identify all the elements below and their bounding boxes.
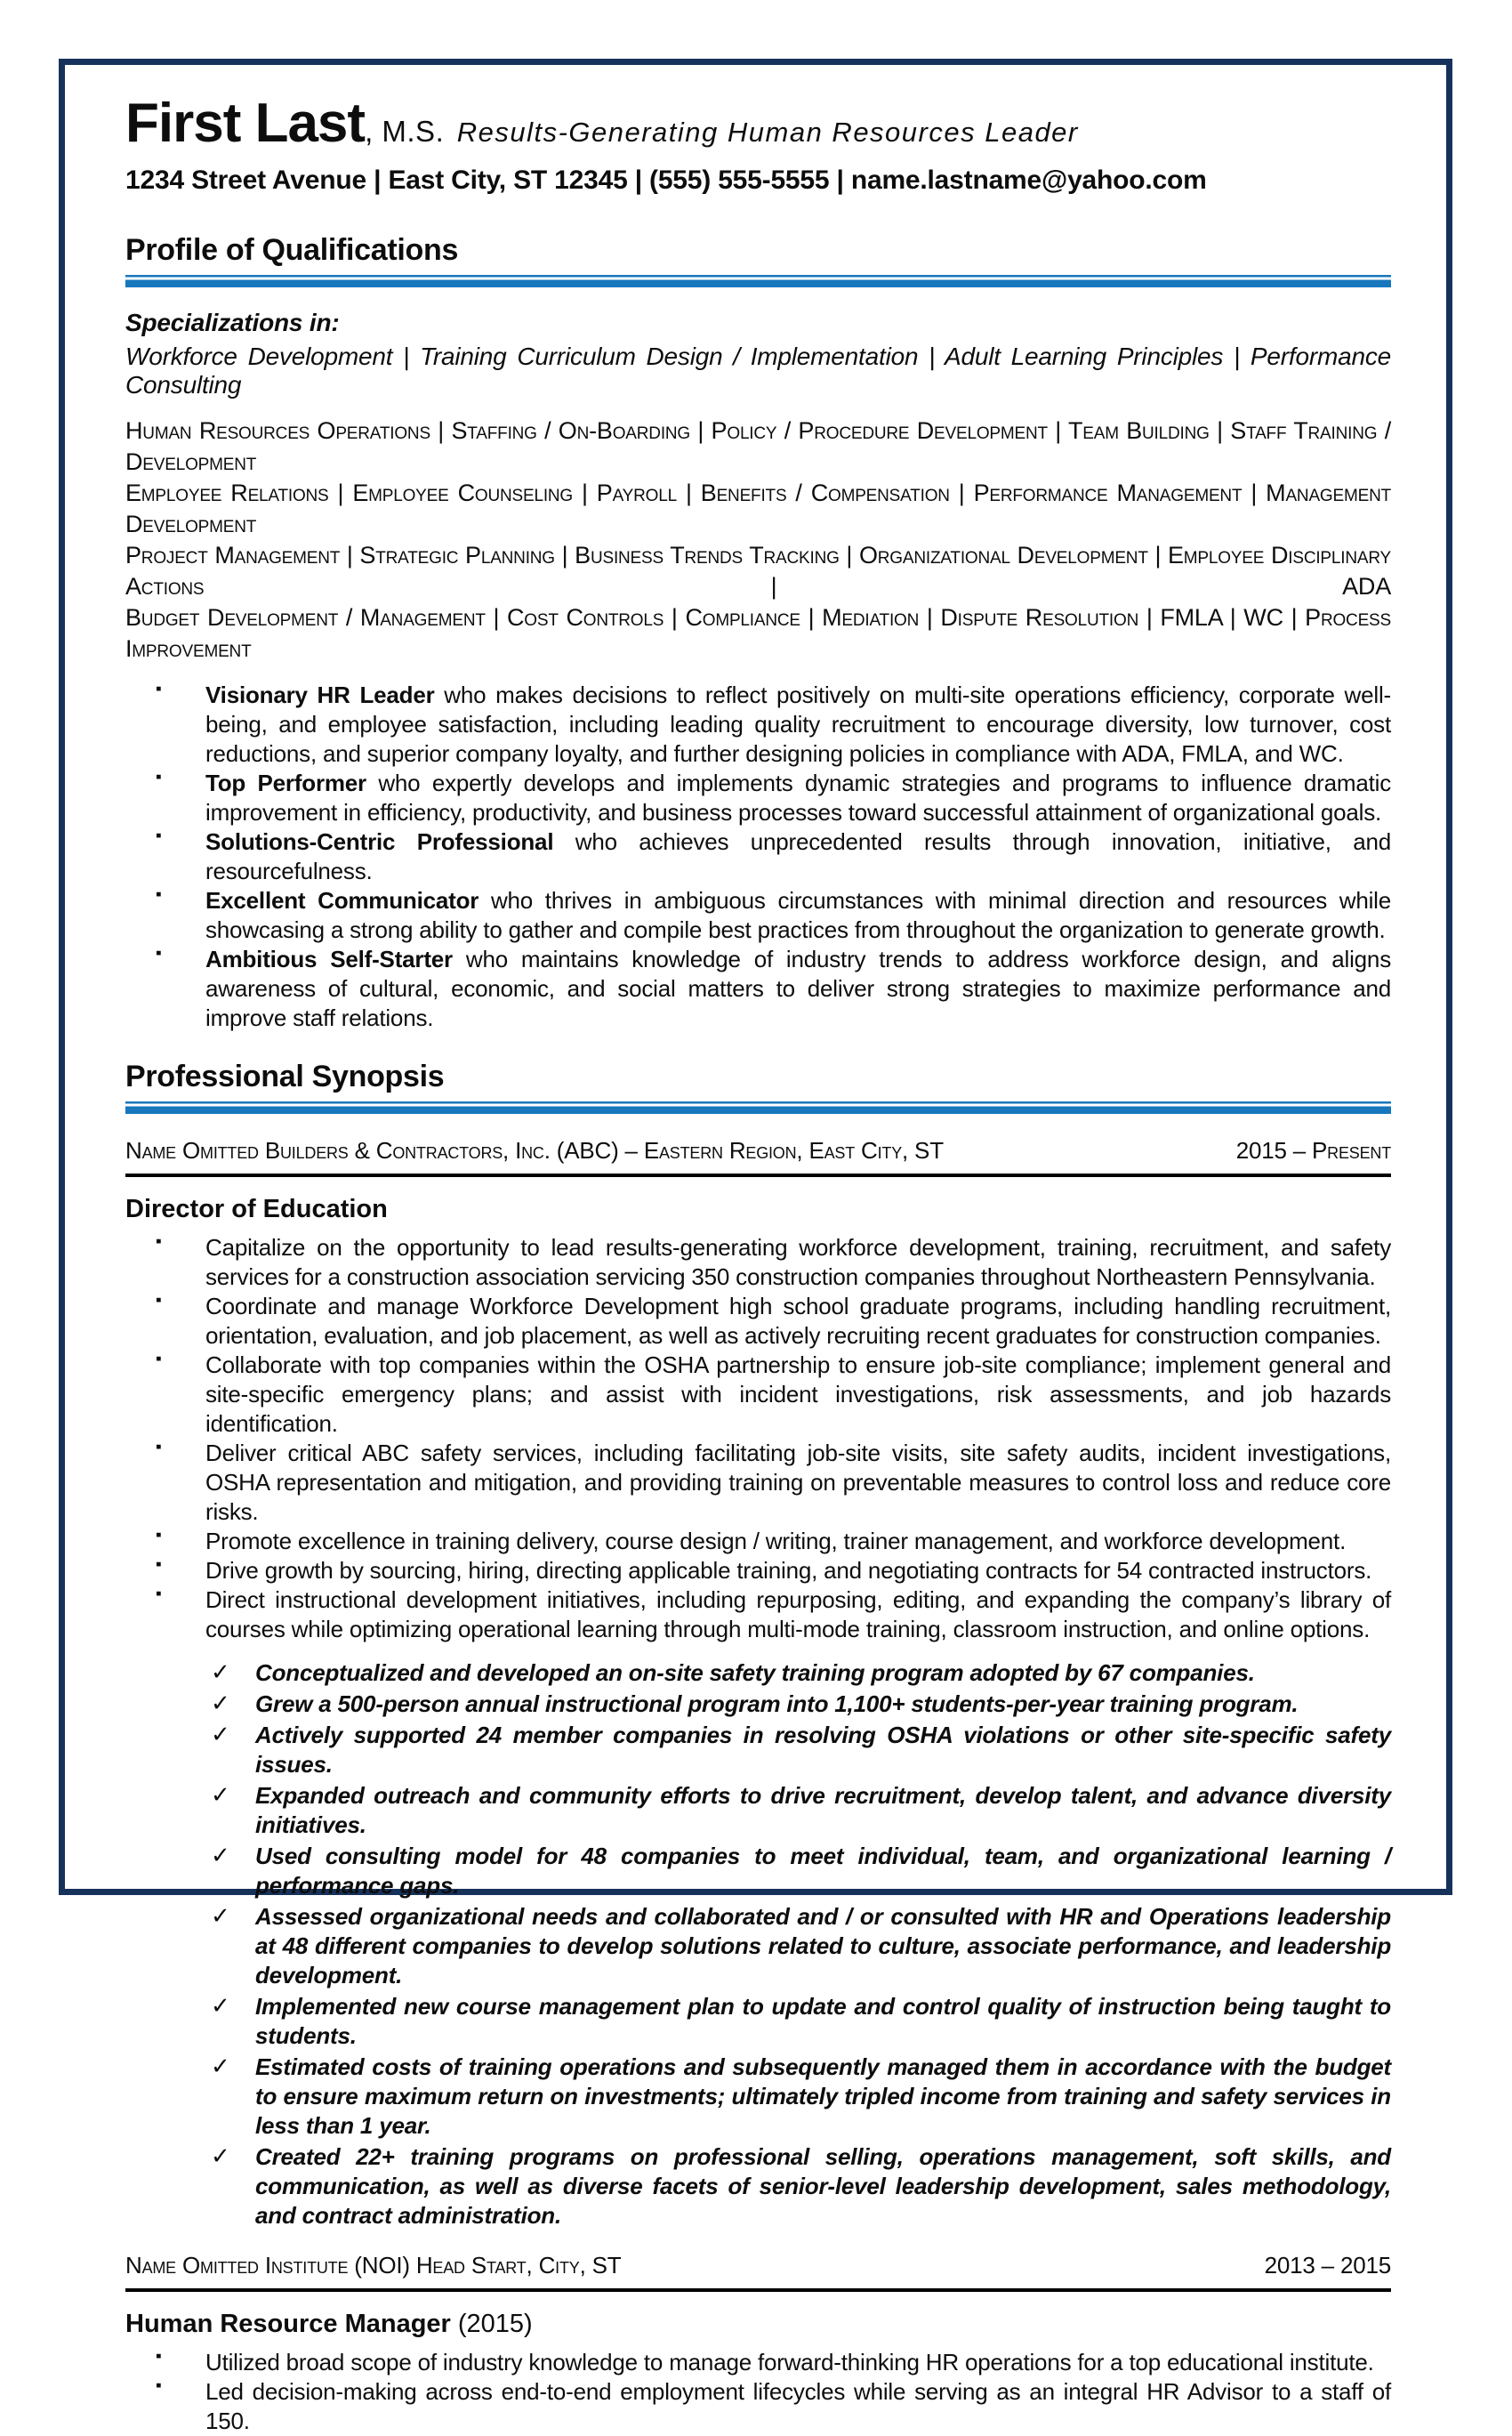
bullet-square-icon: ▪ bbox=[156, 768, 162, 786]
bullet-paragraph bbox=[205, 769, 1391, 827]
section-title-profile: Profile of Qualifications bbox=[125, 233, 459, 267]
job-bullets bbox=[125, 2348, 1391, 2436]
keyword-line: Human Resources Operations | Staffing / On-Boarding | Policy / Procedure Development | Team Building | Staff Training / Development bbox=[125, 417, 1391, 475]
bullet-square-icon: ▪ bbox=[156, 1526, 162, 1545]
bullet-paragraph: Drive growth by sourcing, hiring, directing applicable training, and negotiating contracts for 54 contracted instructors. bbox=[205, 1557, 1372, 1584]
bullet-text: who expertly develops and implements dynamic strategies and programs to influence dramatic improvement in efficiency, productivity, and business processes toward successful attainment of organizational goals. bbox=[205, 770, 1391, 826]
job-bullet bbox=[125, 2377, 1391, 2436]
achievement-item bbox=[125, 1721, 1391, 1779]
achievement-text: Conceptualized and developed an on-site safety training program adopted by 67 companies. bbox=[255, 1659, 1255, 1686]
checkmark-icon: ✓ bbox=[211, 1690, 230, 1716]
credential: , M.S. bbox=[365, 115, 445, 148]
achievement-item bbox=[125, 1842, 1391, 1900]
job-bullet bbox=[125, 2348, 1391, 2377]
bullet-square-icon: ▪ bbox=[156, 1585, 162, 1603]
qualification-bullet bbox=[125, 769, 1391, 827]
bullet-square-icon: ▪ bbox=[156, 1438, 162, 1456]
bullet-square-icon: ▪ bbox=[156, 1291, 162, 1310]
qualification-bullet bbox=[125, 945, 1391, 1033]
achievement-text: Used consulting model for 48 companies to meet individual, team, and organizational learning / performance gaps. bbox=[255, 1843, 1391, 1899]
achievement-text: Expanded outreach and community efforts to drive recruitment, develop talent, and advance diversity initiatives. bbox=[255, 1782, 1391, 1838]
job-bullets bbox=[125, 1233, 1391, 1644]
qualification-bullets bbox=[125, 681, 1391, 1033]
bullet-paragraph: Promote excellence in training delivery, course design / writing, trainer management, and workforce development. bbox=[205, 1528, 1347, 1554]
achievement-text: Created 22+ training programs on professional selling, operations management, soft skills, and communication, as well as diverse facets of senior-level leadership development, sales methodology, and contract administration. bbox=[255, 2143, 1391, 2229]
employer-name: Name Omitted Builders & Contractors, Inc. (ABC) – Eastern Region, East City, ST bbox=[125, 1137, 944, 1164]
bullet-lead: Solutions-Centric Professional bbox=[205, 828, 554, 855]
keyword-matrix bbox=[125, 415, 1391, 665]
bullet-paragraph: Utilized broad scope of industry knowledge to manage forward-thinking HR operations for a top educational institute. bbox=[205, 2349, 1374, 2376]
job-header bbox=[125, 1137, 1391, 1177]
bullet-lead: Excellent Communicator bbox=[205, 887, 479, 914]
bullet-paragraph: Coordinate and manage Workforce Development high school graduate programs, including handling recruitment, orientation, evaluation, and job placement, as well as actively recruiting recent graduates for construction companies. bbox=[205, 1293, 1391, 1349]
achievement-item bbox=[125, 1902, 1391, 1990]
section-divider-rule bbox=[125, 275, 1391, 287]
job-title-name: Director of Education bbox=[125, 1195, 388, 1223]
bullet-square-icon: ▪ bbox=[156, 944, 162, 963]
job-bullet bbox=[125, 1292, 1391, 1351]
employment-dates: 2015 – Present bbox=[1235, 1137, 1391, 1164]
achievement-text: Grew a 500-person annual instructional program into 1,100+ students-per-year training program. bbox=[255, 1690, 1299, 1717]
candidate-name: First Last bbox=[125, 93, 366, 154]
bullet-paragraph: Collaborate with top companies within the OSHA partnership to ensure job-site compliance; implement general and site-specific emergency plans; and assist with incident investigations, risk assessments, and job hazards identification. bbox=[205, 1351, 1391, 1437]
checkmark-icon: ✓ bbox=[211, 2142, 230, 2169]
contact-line: 1234 Street Avenue | East City, ST 12345 | (555) 555-5555 | name.lastname@yahoo.com bbox=[125, 165, 1207, 195]
achievement-text: Actively supported 24 member companies in resolving OSHA violations or other site-specific safety issues. bbox=[255, 1722, 1391, 1778]
bullet-text: who thrives in ambiguous circumstances with minimal direction and resources while showcasing a strong ability to gather and compile best practices from throughout the organization to generate growth. bbox=[205, 887, 1391, 943]
employer-name: Name Omitted Institute (NOI) Head Start, City, ST bbox=[125, 2252, 622, 2279]
checkmark-icon: ✓ bbox=[211, 1658, 230, 1685]
bullet-square-icon: ▪ bbox=[156, 1350, 162, 1368]
section-title-synopsis: Professional Synopsis bbox=[125, 1060, 445, 1093]
bullet-paragraph bbox=[205, 827, 1391, 886]
keyword-line: Budget Development / Management | Cost Controls | Compliance | Mediation | Dispute Resolution | FMLA | WC | Process Improvement bbox=[125, 604, 1391, 662]
checkmark-icon: ✓ bbox=[211, 1902, 230, 1929]
bullet-paragraph bbox=[205, 886, 1391, 945]
job-title-name: Human Resource Manager bbox=[125, 2310, 451, 2338]
qualification-bullet bbox=[125, 827, 1391, 886]
job-title-suffix: (2015) bbox=[450, 2310, 533, 2338]
achievement-text: Estimated costs of training operations and subsequently managed them in accordance with the budget to ensure maximum return on investments; ultimately tripled income from training and safety services in less than 1 year. bbox=[255, 2053, 1391, 2139]
job-bullet bbox=[125, 1556, 1391, 1585]
bullet-square-icon: ▪ bbox=[156, 2347, 162, 2366]
achievement-item bbox=[125, 1658, 1391, 1688]
bullet-text: who makes decisions to reflect positively on multi-site operations efficiency, corporate well-being, and employee satisfaction, including leading quality recruitment to encourage diversity, low turnover, cost reductions, and superior company loyalty, and further designing policies in compliance with ADA, FMLA, and WC. bbox=[205, 682, 1391, 767]
achievement-item bbox=[125, 2142, 1391, 2230]
bullet-paragraph bbox=[205, 945, 1391, 1033]
achievement-item bbox=[125, 1781, 1391, 1840]
checkmark-icon: ✓ bbox=[211, 1781, 230, 1808]
employment-dates: 2013 – 2015 bbox=[1264, 2252, 1391, 2279]
achievement-text: Assessed organizational needs and collaborated and / or consulted with HR and Operations leadership at 48 different companies to develop solutions related to culture, associate performance, and leadership development. bbox=[255, 1903, 1391, 1988]
checkmark-icon: ✓ bbox=[211, 1992, 230, 2019]
achievement-item bbox=[125, 1992, 1391, 2051]
section-profile-of-qualifications bbox=[125, 233, 1391, 1033]
achievement-item bbox=[125, 2053, 1391, 2141]
achievement-list bbox=[125, 1658, 1391, 2230]
job-bullet bbox=[125, 1527, 1391, 1556]
header bbox=[125, 92, 1391, 196]
job-bullet bbox=[125, 1233, 1391, 1292]
resume-page-frame bbox=[59, 59, 1452, 2434]
keyword-line: Project Management | Strategic Planning | Business Trends Tracking | Organizational Development | Employee Disciplinary Actions | ADA bbox=[125, 542, 1391, 600]
section-professional-synopsis bbox=[125, 1060, 1391, 2436]
bullet-square-icon: ▪ bbox=[156, 2376, 162, 2395]
checkmark-icon: ✓ bbox=[211, 2053, 230, 2079]
tagline: Results-Generating Human Resources Leader bbox=[456, 117, 1079, 148]
bullet-text: who maintains knowledge of industry trends to address workforce design, and aligns awareness of cultural, economic, and social matters to deliver strong strategies to maximize performance and improve staff relations. bbox=[205, 946, 1391, 1031]
job-header bbox=[125, 2252, 1391, 2292]
achievement-item bbox=[125, 1690, 1391, 1719]
specializations-label: Specializations in: bbox=[125, 309, 340, 336]
bullet-square-icon: ▪ bbox=[156, 680, 162, 698]
bullet-square-icon: ▪ bbox=[156, 885, 162, 904]
job-bullet bbox=[125, 1585, 1391, 1644]
bullet-text: who achieves unprecedented results through innovation, initiative, and resourcefulness. bbox=[205, 828, 1391, 884]
bullet-square-icon: ▪ bbox=[156, 827, 162, 845]
job-bullet bbox=[125, 1351, 1391, 1439]
checkmark-icon: ✓ bbox=[211, 1842, 230, 1868]
job-title bbox=[125, 1195, 1391, 1224]
section-divider-rule bbox=[125, 1101, 1391, 1114]
bullet-paragraph: Capitalize on the opportunity to lead results-generating workforce development, training, recruitment, and safety services for a construction association servicing 350 construction companies throughout Northeastern Pennsylvania. bbox=[205, 1234, 1391, 1290]
specializations-list: Workforce Development | Training Curriculum Design / Implementation | Adult Learning Principles | Performance Consulting bbox=[125, 343, 1391, 399]
bullet-square-icon: ▪ bbox=[156, 1232, 162, 1251]
bullet-paragraph: Led decision-making across end-to-end employment lifecycles while serving as an integral HR Advisor to a staff of 150. bbox=[205, 2378, 1391, 2434]
achievement-text: Implemented new course management plan to update and control quality of instruction being taught to students. bbox=[255, 1993, 1391, 2049]
keyword-line: Employee Relations | Employee Counseling | Payroll | Benefits / Compensation | Performance Management | Management Development bbox=[125, 480, 1391, 537]
bullet-lead: Visionary HR Leader bbox=[205, 682, 435, 708]
job-bullet bbox=[125, 1439, 1391, 1527]
bullet-lead: Top Performer bbox=[205, 770, 366, 796]
qualification-bullet bbox=[125, 886, 1391, 945]
bullet-lead: Ambitious Self-Starter bbox=[205, 946, 453, 972]
bullet-paragraph: Deliver critical ABC safety services, including facilitating job-site visits, site safety audits, incident investigations, OSHA representation and mitigation, and providing training on preventable measures to control loss and reduce core risks. bbox=[205, 1440, 1391, 1525]
name-line bbox=[125, 92, 1391, 155]
bullet-square-icon: ▪ bbox=[156, 1555, 162, 1574]
qualification-bullet bbox=[125, 681, 1391, 769]
bullet-paragraph: Direct instructional development initiatives, including repurposing, editing, and expanding the company’s library of courses while optimizing operational learning through multi-mode training, classroom instruction, and online options. bbox=[205, 1586, 1391, 1642]
job-title bbox=[125, 2310, 1391, 2339]
checkmark-icon: ✓ bbox=[211, 1721, 230, 1747]
bullet-paragraph bbox=[205, 681, 1391, 769]
